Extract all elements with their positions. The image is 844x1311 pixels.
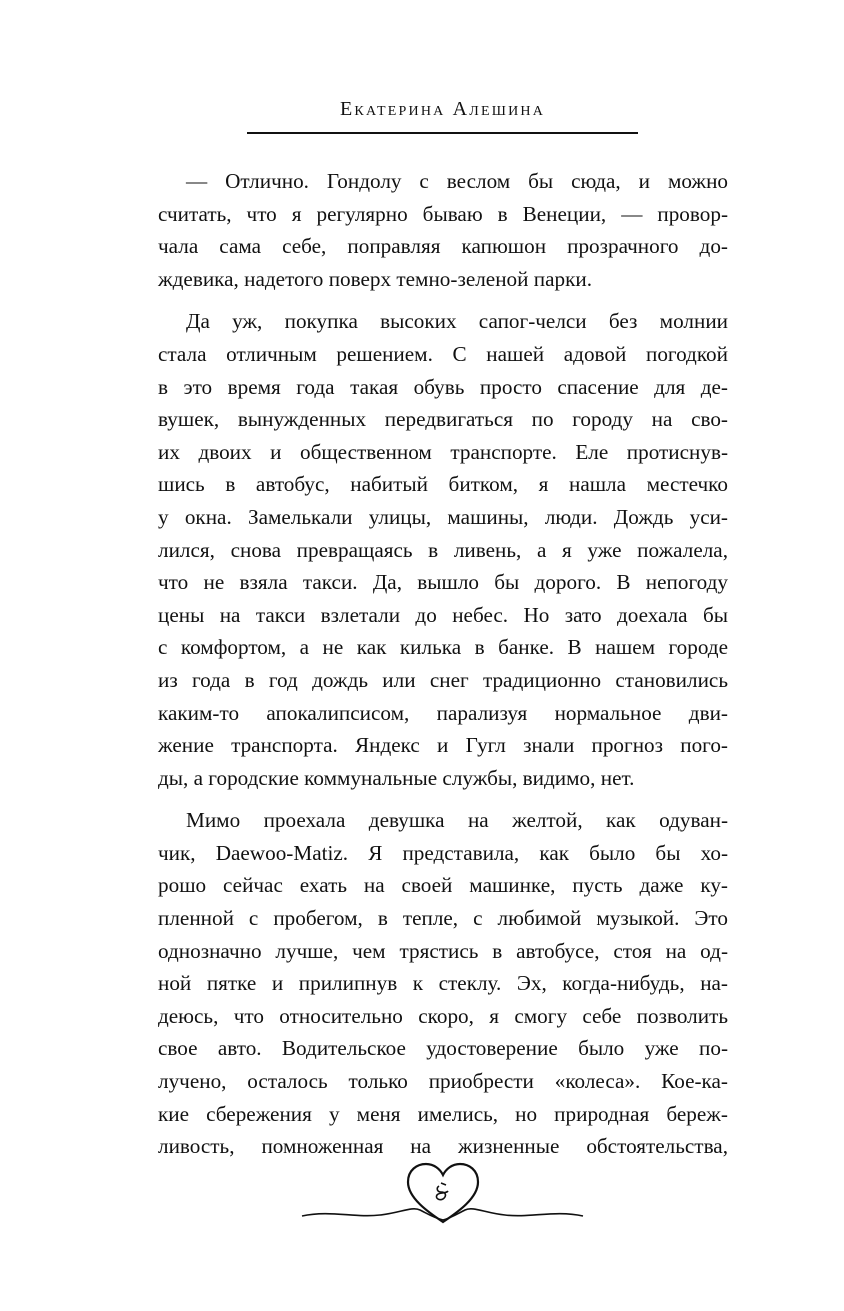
text-line: пленной с пробегом, в тепле, с любимой музыкой. Это bbox=[158, 906, 728, 931]
text-line: однозначно лучше, чем трястись в автобусе, стоя на од- bbox=[158, 938, 728, 963]
ornament-monogram bbox=[436, 1183, 448, 1200]
text-line: каким-то апокалипсисом, парализуя нормальное дви- bbox=[158, 700, 728, 725]
paragraph bbox=[158, 165, 728, 295]
text-line: ды, а городские коммунальные службы, видимо, нет. bbox=[158, 765, 635, 790]
text-line: что не взяла такси. Да, вышло бы дорого. В непогоду bbox=[158, 570, 728, 595]
text-line: чик, Daewoo-Matiz. Я представила, как было бы хо- bbox=[158, 840, 728, 865]
author-name: Екатерина Алешина bbox=[340, 98, 545, 120]
text-line: чала сама себе, поправляя капюшон прозрачного до- bbox=[158, 234, 728, 259]
text-line: рошо сейчас ехать на своей машинке, пусть даже ку- bbox=[158, 873, 728, 898]
text-line: с комфортом, а не как килька в банке. В нашем городе bbox=[158, 635, 728, 660]
text-line: Да уж, покупка высоких сапог-челси без молнии bbox=[186, 309, 728, 334]
text-line: деюсь, что относительно скоро, я смогу себе позволить bbox=[158, 1003, 728, 1028]
text-line: из года в год дождь или снег традиционно становились bbox=[158, 667, 728, 692]
text-line: ливость, помноженная на жизненные обстоятельства, bbox=[158, 1134, 728, 1159]
text-line: — Отлично. Гондолу с веслом бы сюда, и можно bbox=[186, 169, 728, 193]
header-rule bbox=[247, 132, 638, 134]
text-line: лился, снова превращаясь в ливень, а я уже пожалела, bbox=[158, 537, 728, 562]
paragraph-gap bbox=[158, 794, 728, 804]
text-line: их двоих и общественном транспорте. Еле протиснув- bbox=[158, 439, 728, 464]
heart-ornament-icon bbox=[300, 1158, 585, 1230]
paragraph-gap bbox=[158, 295, 728, 305]
page-body bbox=[158, 165, 728, 1163]
paragraph bbox=[158, 305, 728, 794]
ornament-flourish-left bbox=[302, 1209, 443, 1220]
text-line: жение транспорта. Яндекс и Гугл знали прогноз пого- bbox=[158, 733, 728, 758]
text-line: у окна. Замелькали улицы, машины, люди. Дождь уси- bbox=[158, 504, 728, 529]
text-line: ждевика, надетого поверх темно-зеленой парки. bbox=[158, 266, 593, 291]
text-line: кие сбережения у меня имелись, но природная береж- bbox=[158, 1101, 728, 1126]
text-line: стала отличным решением. С нашей адовой погодкой bbox=[158, 341, 728, 366]
text-line: ной пятке и прилипнув к стеклу. Эх, когда-нибудь, на- bbox=[158, 971, 728, 996]
text-line: считать, что я регулярно бываю в Венеции, — провор- bbox=[158, 201, 728, 226]
paragraph bbox=[158, 804, 728, 1163]
text-line: вушек, вынужденных передвигаться по городу на сво- bbox=[158, 407, 728, 432]
text-line: в это время года такая обувь просто спасение для де- bbox=[158, 374, 728, 399]
text-line: Мимо проехала девушка на желтой, как одуван- bbox=[186, 808, 728, 833]
text-line: цены на такси взлетали до небес. Но зато доехала бы bbox=[158, 602, 728, 627]
ornament-flourish-right bbox=[443, 1209, 583, 1220]
text-line: шись в автобус, набитый битком, я нашла местечко bbox=[158, 472, 728, 497]
text-line: лучено, осталось только приобрести «колеса». Кое-ка- bbox=[158, 1069, 728, 1094]
running-header bbox=[247, 98, 638, 121]
text-line: свое авто. Водительское удостоверение было уже по- bbox=[158, 1036, 728, 1061]
